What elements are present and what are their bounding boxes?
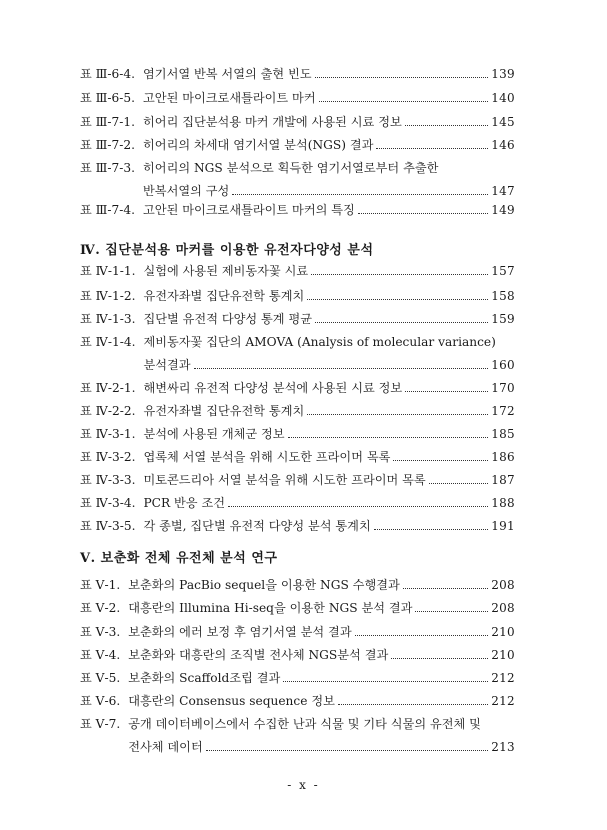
table-caption: 대흥란의 Consensus sequence 정보 bbox=[128, 694, 335, 708]
dot-leader bbox=[206, 740, 488, 751]
table-caption: 히어리 집단분석용 마커 개발에 사용된 시료 정보 bbox=[143, 115, 402, 129]
page-number: 139 bbox=[491, 67, 515, 81]
toc-entry-line bbox=[80, 137, 515, 153]
page-number: 147 bbox=[491, 184, 515, 198]
table-caption: 히어리의 NGS 분석으로 획득한 염기서열로부터 추출한 bbox=[143, 161, 439, 175]
table-caption-continued: 반복서열의 구성 bbox=[143, 184, 230, 198]
toc-entry[interactable] bbox=[80, 495, 515, 511]
toc-entry-line bbox=[80, 624, 515, 640]
toc-entry[interactable] bbox=[80, 288, 515, 304]
dot-leader bbox=[374, 519, 488, 530]
toc-entry[interactable] bbox=[80, 426, 515, 442]
toc-entry-line bbox=[80, 334, 515, 350]
table-number: 표 Ⅲ-7-4. bbox=[80, 203, 136, 217]
table-number: 표 Ⅳ-1-2. bbox=[80, 289, 136, 303]
table-caption: 해변싸리 유전적 다양성 분석에 사용된 시료 정보 bbox=[143, 381, 403, 395]
toc-entry-heading bbox=[80, 624, 352, 640]
page-number: 212 bbox=[491, 694, 515, 708]
toc-entry-line bbox=[80, 518, 515, 534]
toc-entry[interactable] bbox=[80, 90, 515, 106]
page-number: 210 bbox=[491, 648, 515, 662]
dot-leader bbox=[403, 578, 488, 589]
toc-entry-heading bbox=[80, 114, 402, 130]
table-caption: 염기서열 반복 서열의 출현 빈도 bbox=[143, 67, 312, 81]
toc-entry-heading bbox=[80, 403, 304, 419]
toc-entry-line bbox=[80, 472, 515, 488]
toc-entry[interactable] bbox=[80, 449, 515, 465]
toc-entry-heading bbox=[80, 426, 285, 442]
toc-entry-line bbox=[80, 600, 515, 616]
page-number: 158 bbox=[491, 289, 515, 303]
table-number: 표 Ⅴ-1. bbox=[80, 578, 121, 592]
table-caption-continued: 분석결과 bbox=[143, 358, 191, 372]
toc-entry-line bbox=[80, 380, 515, 396]
toc-entry-heading bbox=[80, 202, 355, 218]
page-number: 145 bbox=[491, 115, 515, 129]
toc-entry-line bbox=[80, 739, 515, 755]
table-number: 표 Ⅳ-1-1. bbox=[80, 264, 136, 278]
table-caption-continued: 전사체 데이터 bbox=[128, 740, 203, 754]
toc-entry[interactable] bbox=[80, 472, 515, 488]
table-number: 표 Ⅳ-2-1. bbox=[80, 381, 136, 395]
dot-leader bbox=[391, 648, 488, 659]
table-number: 표 Ⅳ-3-3. bbox=[80, 473, 136, 487]
dot-leader bbox=[319, 91, 489, 102]
table-number: 표 Ⅴ-4. bbox=[80, 648, 121, 662]
table-caption: 엽록체 서열 분석을 위해 시도한 프라이머 목록 bbox=[143, 450, 391, 464]
toc-entry[interactable] bbox=[80, 647, 515, 663]
table-number: 표 Ⅳ-3-2. bbox=[80, 450, 136, 464]
table-number: 표 Ⅴ-7. bbox=[80, 717, 121, 731]
toc-entry[interactable] bbox=[80, 334, 515, 372]
toc-entry-line bbox=[80, 426, 515, 442]
page-number: 212 bbox=[491, 671, 515, 685]
dot-leader bbox=[307, 289, 488, 300]
dot-leader bbox=[288, 427, 489, 438]
toc-entry-heading bbox=[80, 670, 280, 686]
page-number: 140 bbox=[491, 91, 515, 105]
toc-entry[interactable] bbox=[80, 66, 515, 82]
table-caption: 각 종별, 집단별 유전적 다양성 분석 통계치 bbox=[143, 519, 371, 533]
page-number: 188 bbox=[491, 496, 515, 510]
table-number: 표 Ⅴ-2. bbox=[80, 601, 121, 615]
toc-entry[interactable] bbox=[80, 624, 515, 640]
toc-entry-heading bbox=[80, 600, 412, 616]
toc-entry-line bbox=[80, 288, 515, 304]
toc-entry-heading bbox=[80, 717, 481, 731]
toc-entry-line bbox=[80, 183, 515, 199]
toc-entry-line bbox=[80, 160, 515, 176]
toc-entry[interactable] bbox=[80, 693, 515, 709]
table-number: 표 Ⅲ-7-3. bbox=[80, 161, 136, 175]
table-caption: 보춘화의 Scaffold조립 결과 bbox=[128, 671, 281, 685]
toc-entry-line bbox=[80, 114, 515, 130]
table-number: 표 Ⅲ-6-5. bbox=[80, 91, 136, 105]
dot-leader bbox=[307, 404, 488, 415]
toc-entry-line bbox=[80, 90, 515, 106]
toc-entry[interactable] bbox=[80, 114, 515, 130]
page-number: 172 bbox=[491, 404, 515, 418]
toc-entry-heading bbox=[80, 380, 402, 396]
table-number: 표 Ⅳ-2-2. bbox=[80, 404, 136, 418]
toc-entry-heading bbox=[80, 161, 438, 175]
table-caption: 보춘화의 PacBio sequel을 이용한 NGS 수행결과 bbox=[128, 578, 400, 592]
page-number: 146 bbox=[491, 138, 515, 152]
dot-leader bbox=[355, 625, 489, 636]
toc-entry-line bbox=[80, 647, 515, 663]
toc-entry-heading bbox=[80, 311, 312, 327]
dot-leader bbox=[415, 601, 488, 612]
page-number: 157 bbox=[491, 264, 515, 278]
table-number: 표 Ⅳ-1-3. bbox=[80, 312, 136, 326]
table-caption: 고안된 마이크로새틀라이트 마커 bbox=[143, 91, 316, 105]
page-number: 185 bbox=[491, 427, 515, 441]
table-caption: 고안된 마이크로새틀라이트 마커의 특징 bbox=[143, 203, 355, 217]
toc-entry-line bbox=[80, 495, 515, 511]
page-number: 159 bbox=[491, 312, 515, 326]
dot-leader bbox=[376, 138, 488, 149]
toc-entry-line bbox=[80, 202, 515, 218]
table-caption: 실험에 사용된 제비동자꽃 시료 bbox=[143, 264, 309, 278]
toc-entry[interactable] bbox=[80, 160, 515, 198]
toc-entry[interactable] bbox=[80, 137, 515, 153]
toc-entry[interactable] bbox=[80, 202, 515, 218]
table-caption: 히어리의 차세대 염기서열 분석(NGS) 결과 bbox=[143, 138, 374, 152]
dot-leader bbox=[315, 312, 488, 323]
table-caption: 제비동자꽃 집단의 AMOVA (Analysis of molecular variance) bbox=[143, 335, 496, 349]
toc-entry-line bbox=[80, 577, 515, 593]
table-number: 표 Ⅲ-7-1. bbox=[80, 115, 136, 129]
table-number: 표 Ⅴ-5. bbox=[80, 671, 121, 685]
table-number: 표 Ⅳ-1-4. bbox=[80, 335, 136, 349]
toc-entry-line bbox=[80, 357, 515, 373]
dot-leader bbox=[315, 67, 489, 78]
toc-entry[interactable] bbox=[80, 403, 515, 419]
toc-entry[interactable] bbox=[80, 518, 515, 534]
dot-leader bbox=[405, 115, 488, 126]
table-caption: 분석에 사용된 개체군 정보 bbox=[143, 427, 285, 441]
toc-entry-line bbox=[80, 449, 515, 465]
toc-entry[interactable] bbox=[80, 263, 515, 279]
section-title: Ⅳ. 집단분석용 마커를 이용한 유전자다양성 분석 bbox=[80, 243, 374, 258]
page-number: 149 bbox=[491, 203, 515, 217]
toc-entry-heading bbox=[80, 577, 400, 593]
table-number: 표 Ⅳ-3-1. bbox=[80, 427, 136, 441]
toc-entry-heading bbox=[80, 90, 316, 106]
table-caption: 공개 데이터베이스에서 수집한 난과 식물 및 기타 식물의 유전체 및 bbox=[128, 717, 481, 731]
toc-entry-line bbox=[80, 66, 515, 82]
page-number: 191 bbox=[491, 519, 515, 533]
toc-entry-heading bbox=[80, 288, 304, 304]
table-caption: 유전자좌별 집단유전학 통계치 bbox=[143, 404, 305, 418]
dot-leader bbox=[311, 264, 488, 275]
table-number: 표 Ⅳ-3-4. bbox=[80, 496, 136, 510]
dot-leader bbox=[194, 358, 489, 369]
page-number: 170 bbox=[491, 381, 515, 395]
toc-entry-line bbox=[80, 693, 515, 709]
toc-entry-heading bbox=[80, 263, 308, 279]
table-number: 표 Ⅳ-3-5. bbox=[80, 519, 136, 533]
toc-entry[interactable] bbox=[80, 577, 515, 593]
page-number: 208 bbox=[491, 601, 515, 615]
toc-entry-heading bbox=[80, 335, 496, 349]
dot-leader bbox=[393, 450, 488, 461]
page-number-footer: - x - bbox=[287, 778, 320, 792]
toc-entry[interactable] bbox=[80, 380, 515, 396]
dot-leader bbox=[338, 694, 488, 705]
dot-leader bbox=[283, 671, 488, 682]
toc-entry-heading bbox=[80, 449, 390, 465]
table-number: 표 Ⅴ-3. bbox=[80, 625, 121, 639]
table-caption: PCR 반응 조건 bbox=[143, 496, 225, 510]
table-caption: 대흥란의 Illumina Hi-seq을 이용한 NGS 분석 결과 bbox=[128, 601, 413, 615]
table-caption: 유전자좌별 집단유전학 통계치 bbox=[143, 289, 305, 303]
table-caption: 보춘화와 대흥란의 조직별 전사체 NGS분석 결과 bbox=[128, 648, 389, 662]
table-caption: 보춘화의 에러 보정 후 염기서열 분석 결과 bbox=[128, 625, 352, 639]
table-caption: 집단별 유전적 다양성 통계 평균 bbox=[143, 312, 312, 326]
section-title: Ⅴ. 보춘화 전체 유전체 분석 연구 bbox=[80, 551, 278, 566]
toc-entry-heading bbox=[80, 518, 371, 534]
toc-entry-line bbox=[80, 263, 515, 279]
page-number: 208 bbox=[491, 578, 515, 592]
toc-entry[interactable] bbox=[80, 716, 515, 754]
dot-leader bbox=[405, 381, 488, 392]
table-caption: 미토콘드리아 서열 분석을 위해 시도한 프라이머 목록 bbox=[143, 473, 426, 487]
page-number: 160 bbox=[491, 358, 515, 372]
toc-entry-heading bbox=[80, 647, 388, 663]
table-number: 표 Ⅲ-6-4. bbox=[80, 67, 136, 81]
toc-entry[interactable] bbox=[80, 670, 515, 686]
page-number: 213 bbox=[491, 740, 515, 754]
toc-entry-heading bbox=[80, 66, 312, 82]
toc-entry-line bbox=[80, 716, 515, 732]
dot-leader bbox=[232, 184, 488, 195]
toc-entry-line bbox=[80, 311, 515, 327]
dot-leader bbox=[358, 203, 488, 214]
toc-entry-line bbox=[80, 403, 515, 419]
toc-entry-heading bbox=[80, 693, 335, 709]
table-number: 표 Ⅲ-7-2. bbox=[80, 138, 136, 152]
table-number: 표 Ⅴ-6. bbox=[80, 694, 121, 708]
page-number: 186 bbox=[491, 450, 515, 464]
toc-entry-heading bbox=[80, 137, 373, 153]
toc-entry-line bbox=[80, 670, 515, 686]
toc-entry[interactable] bbox=[80, 600, 515, 616]
dot-leader bbox=[228, 496, 488, 507]
page-number: 187 bbox=[491, 473, 515, 487]
page-number: 210 bbox=[491, 625, 515, 639]
toc-entry[interactable] bbox=[80, 311, 515, 327]
toc-entry-heading bbox=[80, 472, 426, 488]
toc-entry-heading bbox=[80, 495, 225, 511]
dot-leader bbox=[429, 473, 488, 484]
